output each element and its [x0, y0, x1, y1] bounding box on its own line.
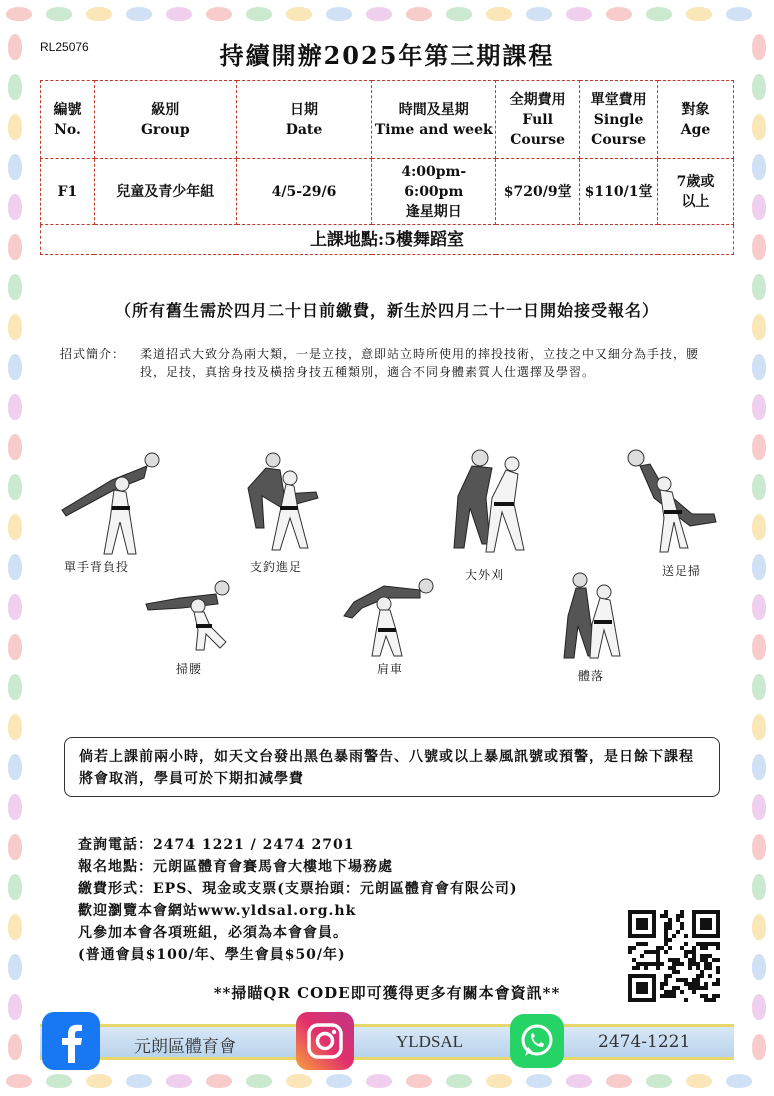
footprint-decoration: [206, 1074, 232, 1088]
footprint-decoration: [486, 7, 512, 21]
footprint-decoration: [526, 1074, 552, 1088]
cell-date: 4/5-29/6: [236, 159, 372, 225]
footprint-decoration: [726, 7, 752, 21]
decorative-border-bottom: [0, 1066, 774, 1096]
document-code: RL25076: [40, 40, 89, 54]
contact-address: 報名地點：元朗區體育會賽馬會大樓地下場務處: [78, 859, 393, 875]
footprint-decoration: [206, 7, 232, 21]
footprint-decoration: [8, 874, 22, 900]
footprint-decoration: [752, 74, 766, 100]
footprint-decoration: [752, 354, 766, 380]
technique-label: 送足掃: [662, 564, 702, 578]
footprint-decoration: [8, 1034, 22, 1060]
footprint-decoration: [752, 594, 766, 620]
footprint-decoration: [8, 234, 22, 260]
footprint-decoration: [8, 194, 22, 220]
footprint-decoration: [752, 634, 766, 660]
header-date: 日期 Date: [236, 81, 372, 159]
table-row: [41, 159, 734, 225]
footprint-decoration: [8, 754, 22, 780]
cell-age: 7歲或 以上: [658, 159, 734, 225]
footprint-decoration: [752, 474, 766, 500]
footprint-decoration: [8, 714, 22, 740]
cell-full-course: $720/9堂: [496, 159, 580, 225]
intro-label: 招式簡介：: [60, 347, 126, 361]
footprint-decoration: [406, 7, 432, 21]
footprint-decoration: [8, 634, 22, 660]
footer-whatsapp-number: 2474-1221: [598, 1032, 691, 1052]
venue-row: [41, 225, 734, 255]
footprint-decoration: [286, 1074, 312, 1088]
footprint-decoration: [286, 7, 312, 21]
footprint-decoration: [326, 1074, 352, 1088]
judo-illustration-2: [228, 448, 328, 558]
footprint-decoration: [646, 7, 672, 21]
footprint-decoration: [566, 7, 592, 21]
judo-illustration-7: [558, 570, 628, 662]
footprint-decoration: [86, 1074, 112, 1088]
footprint-decoration: [606, 7, 632, 21]
footprint-decoration: [752, 874, 766, 900]
footprint-decoration: [8, 394, 22, 420]
footprint-decoration: [166, 1074, 192, 1088]
header-single-course: 單堂費用 Single Course: [580, 81, 658, 159]
judo-illustration-3: [440, 448, 540, 560]
footprint-decoration: [6, 1074, 32, 1088]
footprint-decoration: [46, 7, 72, 21]
footprint-decoration: [752, 914, 766, 940]
footprint-decoration: [8, 834, 22, 860]
qr-caption: **掃瞄QR CODE即可獲得更多有關本會資訊**: [213, 984, 561, 1002]
footprint-decoration: [566, 1074, 592, 1088]
footprint-decoration: [752, 234, 766, 260]
footprint-decoration: [246, 7, 272, 21]
technique-label: 單手背負投: [64, 560, 130, 574]
judo-illustration-1: [52, 450, 172, 560]
footprint-decoration: [8, 314, 22, 340]
judo-illustration-6: [340, 576, 440, 660]
cancellation-warning: 倘若上課前兩小時，如天文台發出黑色暴雨警告、八號或以上暴風訊號或預警，是日餘下課程將會取消，學員可於下期扣減學費: [64, 737, 720, 797]
footprint-decoration: [486, 1074, 512, 1088]
footprint-decoration: [8, 274, 22, 300]
footprint-decoration: [752, 194, 766, 220]
technique-label: 掃腰: [176, 662, 203, 676]
course-table: [40, 80, 734, 255]
registration-notice: （所有舊生需於四月二十日前繳費，新生於四月二十一日開始接受報名）: [114, 301, 659, 320]
footprint-decoration: [46, 1074, 72, 1088]
header-age: 對象 Age: [658, 81, 734, 159]
footprint-decoration: [246, 1074, 272, 1088]
technique-label: 大外刈: [465, 568, 505, 582]
decorative-border-top: [0, 0, 774, 28]
cell-single-course: $110/1堂: [580, 159, 658, 225]
cell-time: 4:00pm-6:00pm 逢星期日: [372, 159, 496, 225]
footprint-decoration: [752, 314, 766, 340]
judo-illustration-4: [620, 448, 720, 558]
footprint-decoration: [8, 154, 22, 180]
technique-intro: [60, 345, 720, 381]
footprint-decoration: [406, 1074, 432, 1088]
footprint-decoration: [86, 7, 112, 21]
footprint-decoration: [8, 434, 22, 460]
judo-illustration-5: [140, 578, 240, 654]
technique-label: 支釣進足: [250, 560, 303, 574]
footprint-decoration: [126, 1074, 152, 1088]
contact-membership: 凡參加本會各項班組，必須為本會會員。: [78, 925, 348, 941]
footprint-decoration: [752, 714, 766, 740]
footprint-decoration: [752, 674, 766, 700]
header-full-course: 全期費用 Full Course: [496, 81, 580, 159]
footprint-decoration: [366, 7, 392, 21]
footprint-decoration: [8, 554, 22, 580]
header-time: 時間及星期 Time and week: [372, 81, 496, 159]
footprint-decoration: [8, 474, 22, 500]
footprint-decoration: [752, 274, 766, 300]
footprint-decoration: [752, 514, 766, 540]
technique-label: 肩車: [377, 662, 404, 676]
footprint-decoration: [752, 394, 766, 420]
page-title: 持續開辦2025年第三期課程: [219, 41, 555, 70]
technique-label: 體落: [578, 669, 605, 683]
footprint-decoration: [8, 114, 22, 140]
footprint-decoration: [752, 794, 766, 820]
footprint-decoration: [752, 434, 766, 460]
header-group: 級別 Group: [94, 81, 236, 159]
cell-group: 兒童及青少年組: [94, 159, 236, 225]
footprint-decoration: [8, 794, 22, 820]
footprint-decoration: [6, 7, 32, 21]
footprint-decoration: [8, 914, 22, 940]
contact-fees: (普通會員$100/年、學生會員$50/年): [78, 947, 346, 963]
footprint-decoration: [752, 1034, 766, 1060]
footprint-decoration: [686, 7, 712, 21]
contact-payment: 繳費形式：EPS、現金或支票(支票抬頭：元朗區體育會有限公司): [78, 881, 518, 897]
venue-cell: 上課地點:5樓舞蹈室: [41, 225, 734, 255]
footprint-decoration: [646, 1074, 672, 1088]
contact-info: [78, 834, 638, 966]
footprint-decoration: [752, 154, 766, 180]
footprint-decoration: [8, 594, 22, 620]
footprint-decoration: [366, 1074, 392, 1088]
footprint-decoration: [446, 1074, 472, 1088]
footer-instagram-handle: YLDSAL: [396, 1032, 464, 1051]
footprint-decoration: [752, 554, 766, 580]
footprint-decoration: [606, 1074, 632, 1088]
footprint-decoration: [446, 7, 472, 21]
contact-phone: 查詢電話：2474 1221 / 2474 2701: [78, 837, 355, 853]
header-no: 編號 No.: [41, 81, 95, 159]
footer-facebook-name: 元朗區體育會: [134, 1037, 236, 1057]
cell-no: F1: [41, 159, 95, 225]
footprint-decoration: [752, 754, 766, 780]
footprint-decoration: [8, 674, 22, 700]
footprint-decoration: [166, 7, 192, 21]
footprint-decoration: [752, 834, 766, 860]
footprint-decoration: [8, 954, 22, 980]
footprint-decoration: [8, 354, 22, 380]
instagram-icon[interactable]: [296, 1012, 354, 1070]
contact-website: 歡迎瀏覽本會網站www.yldsal.org.hk: [78, 903, 357, 919]
footprint-decoration: [8, 74, 22, 100]
whatsapp-icon[interactable]: [510, 1014, 564, 1068]
decorative-border-left: [0, 28, 30, 1066]
footprint-decoration: [326, 7, 352, 21]
footprint-decoration: [686, 1074, 712, 1088]
footprint-decoration: [752, 954, 766, 980]
footprint-decoration: [526, 7, 552, 21]
facebook-icon[interactable]: [42, 1012, 100, 1070]
decorative-border-right: [744, 28, 774, 1066]
table-header-row: [41, 81, 734, 159]
footprint-decoration: [126, 7, 152, 21]
footprint-decoration: [726, 1074, 752, 1088]
footprint-decoration: [752, 114, 766, 140]
footprint-decoration: [8, 514, 22, 540]
intro-text: 柔道招式大致分為兩大類，一是立技，意即站立時所使用的摔投技術，立技之中又細分為手技，腰投，足技，真捨身技及橫捨身技五種類別，適合不同身體素質人仕選擇及學習。: [140, 347, 700, 379]
